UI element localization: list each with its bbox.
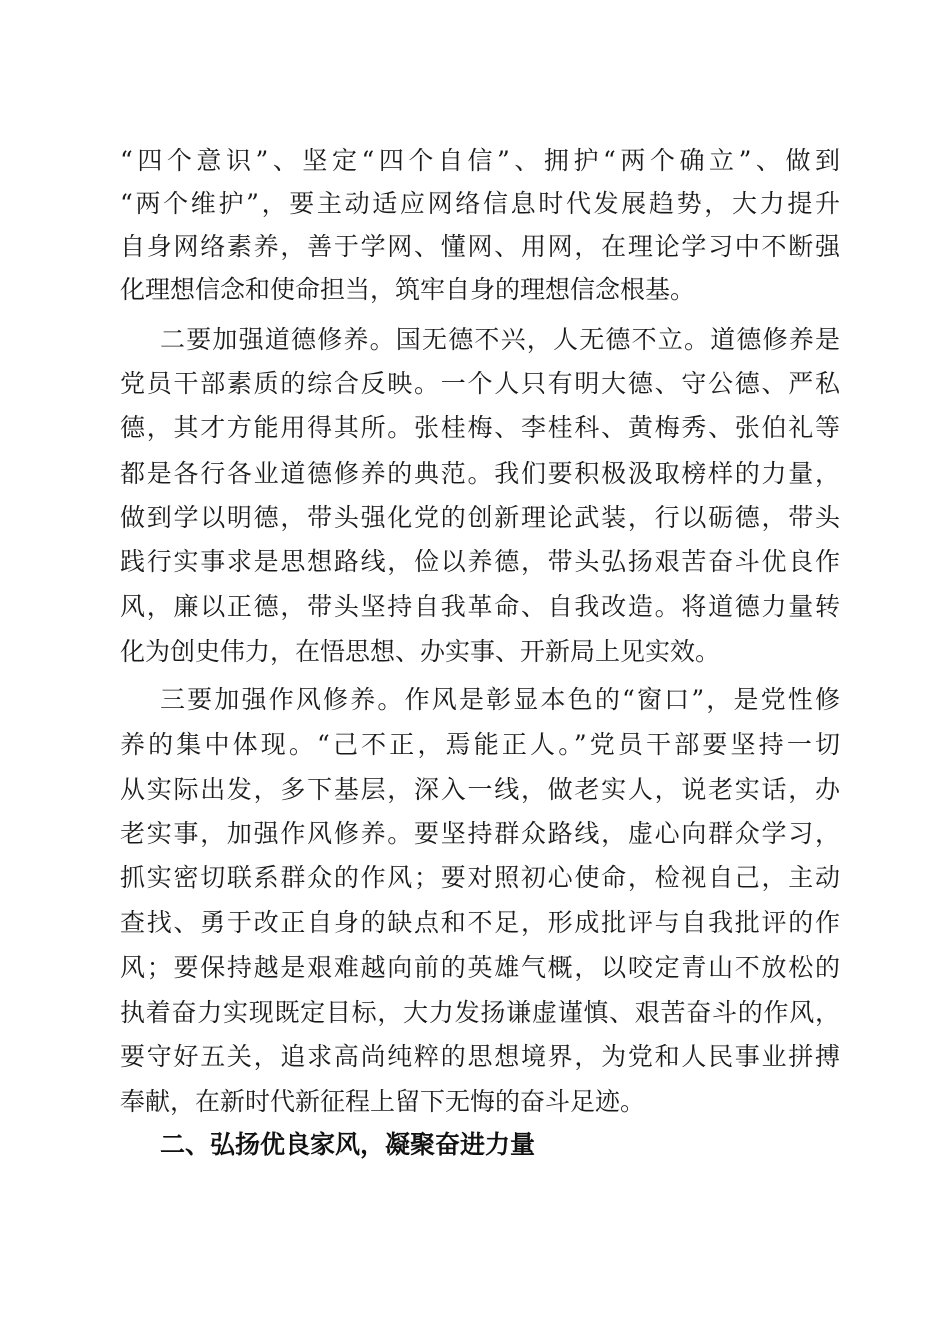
paragraph-3-line-5: 抓实密切联系群众的作风；要对照初心使命，检视自己，主动 <box>120 863 840 892</box>
paragraph-2-line-4: 都是各行各业道德修养的典范。我们要积极汲取榜样的力量， <box>120 459 840 488</box>
paragraph-3-line-7: 风；要保持越是艰难越向前的英雄气概，以咬定青山不放松的 <box>120 953 840 982</box>
paragraph-2-line-1: 二要加强道德修养。国无德不兴，人无德不立。道德修养是 <box>160 325 840 354</box>
paragraph-1-line-4: 化理想信念和使命担当，筑牢自身的理想信念根基。 <box>120 275 696 304</box>
paragraph-2-line-3: 德，其才方能用得其所。张桂梅、李桂科、黄梅秀、张伯礼等 <box>120 413 840 442</box>
paragraph-3-line-4: 老实事，加强作风修养。要坚持群众路线，虚心向群众学习， <box>120 819 840 848</box>
paragraph-3-line-6: 查找、勇于改正自身的缺点和不足，形成批评与自我批评的作 <box>120 908 840 937</box>
paragraph-3-line-8: 执着奋力实现既定目标，大力发扬谦虚谨慎、艰苦奋斗的作风， <box>120 998 840 1027</box>
paragraph-3-line-9: 要守好五关，追求高尚纯粹的思想境界，为党和人民事业拼搏 <box>120 1042 840 1071</box>
paragraph-3-line-2: 养的集中体现。“己不正，焉能正人。”党员干部要坚持一切 <box>120 730 840 759</box>
paragraph-3-line-1: 三要加强作风修养。作风是彰显本色的“窗口”，是党性修 <box>160 685 840 714</box>
paragraph-2-line-7: 风，廉以正德，带头坚持自我革命、自我改造。将道德力量转 <box>120 592 840 621</box>
paragraph-2-line-5: 做到学以明德，带头强化党的创新理论武装，行以砺德，带头 <box>120 503 840 532</box>
paragraph-2-line-2: 党员干部素质的综合反映。一个人只有明大德、守公德、严私 <box>120 369 840 398</box>
paragraph-3-line-3: 从实际出发，多下基层，深入一线，做老实人，说老实话，办 <box>120 775 840 804</box>
paragraph-1-line-3: 自身网络素养，善于学网、懂网、用网，在理论学习中不断强 <box>120 232 840 261</box>
paragraph-2-line-6: 践行实事求是思想路线，俭以养德，带头弘扬艰苦奋斗优良作 <box>120 547 840 576</box>
section-heading: 二、弘扬优良家风，凝聚奋进力量 <box>160 1130 536 1159</box>
paragraph-2-line-8: 化为创史伟力，在悟思想、办实事、开新局上见实效。 <box>120 637 721 666</box>
paragraph-1-line-2: “两个维护”，要主动适应网络信息时代发展趋势，大力提升 <box>120 189 840 218</box>
paragraph-1-line-1: “四个意识”、坚定“四个自信”、拥护“两个确立”、做到 <box>120 146 840 175</box>
paragraph-3-line-10: 奉献，在新时代新征程上留下无悔的奋斗足迹。 <box>120 1087 646 1116</box>
